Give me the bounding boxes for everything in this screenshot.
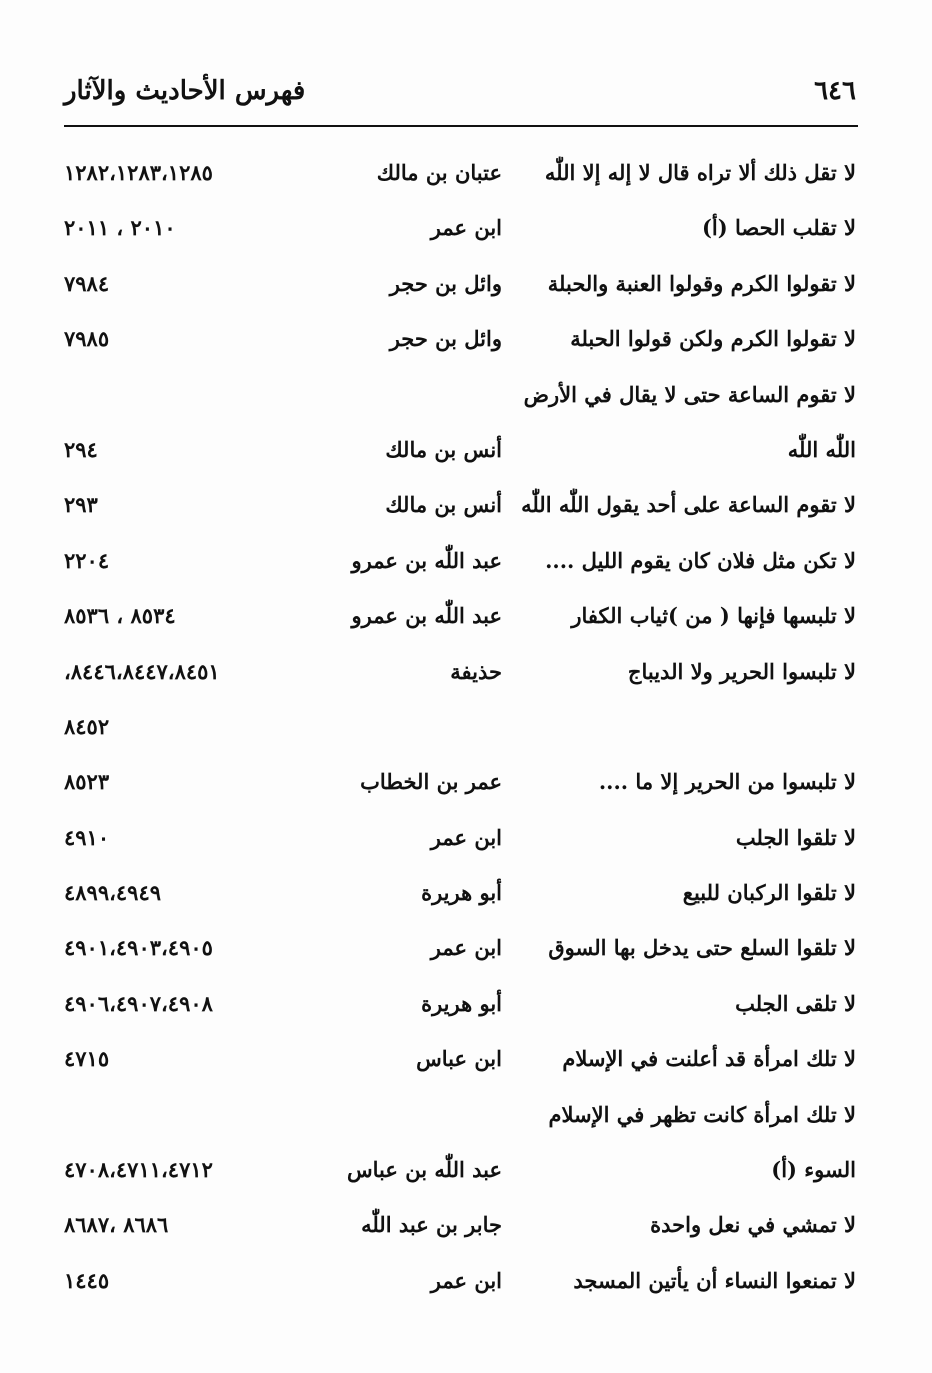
reference-numbers: ٨٤٥٢ (64, 713, 110, 739)
reference-numbers: ٤٧١٥ (64, 1046, 110, 1072)
index-row (0, 978, 932, 1033)
reference-numbers: ١٢٨٢،١٢٨٣،١٢٨٥ (64, 160, 213, 185)
narrator: أنس بن مالك (385, 492, 502, 518)
index-row (0, 535, 932, 590)
narrator: عبد اللّٰه بن عمرو (351, 547, 502, 573)
index-row (0, 424, 932, 479)
reference-numbers: ١٤٤٥ (64, 1267, 110, 1293)
reference-numbers: ٢٩٣ (64, 492, 98, 518)
narrator: ابن عمر (430, 935, 502, 961)
index-row (0, 812, 932, 867)
narrator: حذيفة (450, 658, 502, 684)
reference-numbers: ٤٩١٠ (64, 824, 110, 850)
hadith-text: لا تلبسوا من الحرير إلا ما .... (598, 769, 856, 795)
index-row (0, 701, 932, 756)
narrator: جابر بن عبد اللّٰه (361, 1212, 502, 1238)
index-row (0, 756, 932, 811)
hadith-text: لا تمنعوا النساء أن يأتين المسجد (573, 1267, 856, 1293)
index-row (0, 147, 932, 202)
narrator: ابن عمر (430, 215, 502, 241)
reference-numbers: ٢٠١٠ ، ٢٠١١ (64, 215, 176, 241)
header-rule (64, 125, 858, 127)
narrator: عتبان بن مالك (376, 160, 502, 185)
reference-numbers: ٨٥٢٣ (64, 769, 110, 795)
hadith-text: لا تقولوا الكرم ولكن قولوا الحبلة (570, 326, 856, 352)
reference-numbers: ٨٥٣٤ ، ٨٥٣٦ (64, 603, 176, 629)
hadith-text: لا تقوم الساعة حتى لا يقال في الأرض (523, 381, 856, 407)
narrator: عمر بن الخطاب (360, 769, 502, 795)
index-row (0, 369, 932, 424)
narrator: أبو هريرة (421, 990, 502, 1016)
reference-numbers: ٤٧٠٨،٤٧١١،٤٧١٢ (64, 1157, 213, 1183)
reference-numbers: ٤٨٩٩،٤٩٤٩ (64, 880, 162, 906)
hadith-text: لا تقولوا الكرم وقولوا العنبة والحبلة (547, 270, 856, 296)
hadith-text: السوء (أ) (771, 1157, 856, 1183)
index-row (0, 1144, 932, 1199)
reference-numbers: ٤٩٠١،٤٩٠٣،٤٩٠٥ (64, 935, 213, 961)
index-row (0, 1199, 932, 1254)
index-row (0, 590, 932, 645)
hadith-text: لا تلقوا السلع حتى يدخل بها السوق (548, 935, 856, 961)
index-row (0, 313, 932, 368)
narrator: أنس بن مالك (385, 436, 502, 462)
hadith-text: لا تلقى الجلب (735, 990, 856, 1016)
hadith-text: لا تلك امرأة قد أعلنت في الإسلام (562, 1046, 856, 1072)
hadith-text: لا تلبسها فإنها ( من )ثياب الكفار (571, 603, 856, 629)
index-row (0, 867, 932, 922)
hadith-text: لا تلك امرأة كانت تظهر في الإسلام (548, 1101, 856, 1127)
hadith-text: لا تمشي في نعل واحدة (650, 1212, 856, 1238)
index-row (0, 646, 932, 701)
running-title: فهرس الأحاديث والآثار (64, 76, 306, 106)
index-row (0, 202, 932, 257)
index-row (0, 258, 932, 313)
reference-numbers: ٨٤٤٦،٨٤٤٧،٨٤٥١، (64, 658, 220, 684)
reference-numbers: ٧٩٨٤ (64, 270, 110, 296)
narrator: ابن عباس (416, 1046, 502, 1072)
narrator: عبد اللّٰه بن عباس (347, 1157, 502, 1183)
index-row (0, 1089, 932, 1144)
narrator: ابن عمر (430, 1267, 502, 1293)
hadith-text: لا تلبسوا الحرير ولا الديباج (627, 658, 856, 684)
narrator: وائل بن حجر (389, 270, 502, 296)
hadith-text: لا تقلب الحصا (أ) (701, 215, 856, 241)
reference-numbers: ٢٢٠٤ (64, 547, 110, 573)
reference-numbers: ٨٦٨٦ ،٨٦٨٧ (64, 1212, 169, 1238)
page-number: ٦٤٦ (814, 76, 856, 106)
index-row (0, 1033, 932, 1088)
narrator: أبو هريرة (421, 880, 502, 906)
hadith-text: اللّٰه اللّٰه (787, 436, 856, 462)
narrator: عبد اللّٰه بن عمرو (351, 603, 502, 629)
hadith-text: لا تقوم الساعة على أحد يقول اللّٰه اللّٰه (521, 492, 856, 518)
hadith-text: لا تقل ذلك ألا تراه قال لا إله إلا اللّٰه (544, 160, 856, 185)
reference-numbers: ٢٩٤ (64, 436, 98, 462)
page-header (64, 70, 856, 118)
narrator: ابن عمر (430, 824, 502, 850)
hadith-text: لا تلقوا الركبان للبيع (682, 880, 856, 906)
reference-numbers: ٧٩٨٥ (64, 326, 110, 352)
reference-numbers: ٤٩٠٦،٤٩٠٧،٤٩٠٨ (64, 990, 213, 1016)
hadith-index-list (0, 147, 932, 1310)
index-row (0, 1255, 932, 1310)
narrator: وائل بن حجر (389, 326, 502, 352)
hadith-text: لا تلقوا الجلب (735, 824, 856, 850)
index-row (0, 479, 932, 534)
hadith-text: لا تكن مثل فلان كان يقوم الليل .... (545, 547, 856, 573)
index-row (0, 922, 932, 977)
